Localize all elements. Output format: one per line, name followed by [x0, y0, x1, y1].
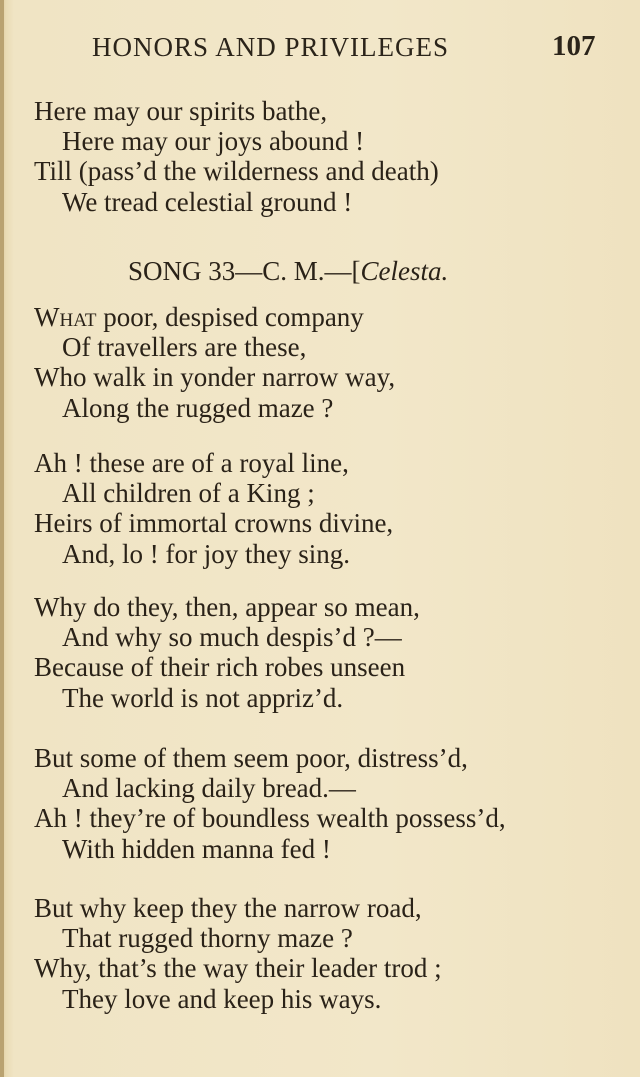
verse-line: And, lo ! for joy they sing. — [62, 538, 350, 569]
verse-line: We tread celestial ground ! — [62, 186, 353, 217]
verse-line: Why do they, then, appear so mean, — [34, 592, 420, 622]
verse-line: And lacking daily bread.— — [62, 773, 356, 804]
stanza-4 — [34, 743, 506, 864]
verse-line: What poor, despised company — [34, 302, 364, 332]
page-number: 107 — [552, 30, 596, 62]
verse-line: Why, that’s the way their leader trod ; — [34, 953, 442, 984]
stanza-2 — [34, 448, 393, 569]
verse-line: Here may our joys abound ! — [62, 126, 365, 157]
stanza-3 — [34, 592, 420, 713]
verse-line: They love and keep his ways. — [62, 983, 382, 1014]
verse-line: Along the rugged maze ? — [62, 392, 334, 423]
opening-stanza — [34, 96, 439, 217]
verse-line: And why so much despis’d ?— — [62, 622, 402, 653]
verse-line: Till (pass’d the wilderness and death) — [34, 156, 439, 187]
verse-line: Because of their rich robes unseen — [34, 652, 406, 683]
verse-line: Here may our spirits bathe, — [34, 96, 328, 126]
verse-line: With hidden manna fed ! — [62, 833, 331, 864]
verse-line: Heirs of immortal crowns divine, — [34, 508, 394, 539]
verse-line: But why keep they the narrow road, — [34, 893, 422, 923]
verse-line: All children of a King ; — [62, 478, 315, 509]
song-number-meter: SONG 33—C. M.—[ — [128, 256, 361, 286]
verse-line: Ah ! these are of a royal line, — [34, 448, 349, 478]
verse-line: Of travellers are these, — [62, 332, 307, 363]
stanza-5 — [34, 893, 442, 1014]
page-spine-edge — [0, 0, 4, 1077]
verse-line: The world is not appriz’d. — [62, 682, 344, 713]
song-heading — [128, 256, 448, 287]
verse-line: That rugged thorny maze ? — [62, 923, 353, 954]
verse-line: But some of them seem poor, distress’d, — [34, 743, 468, 773]
stanza-1 — [34, 302, 395, 423]
verse-line: Ah ! they’re of boundless wealth possess’d, — [34, 803, 506, 834]
verse-line: Who walk in yonder narrow way, — [34, 362, 396, 393]
first-word: What — [34, 302, 97, 332]
running-head: HONORS AND PRIVILEGES — [92, 32, 450, 62]
tune-name: Celesta. — [360, 256, 449, 286]
